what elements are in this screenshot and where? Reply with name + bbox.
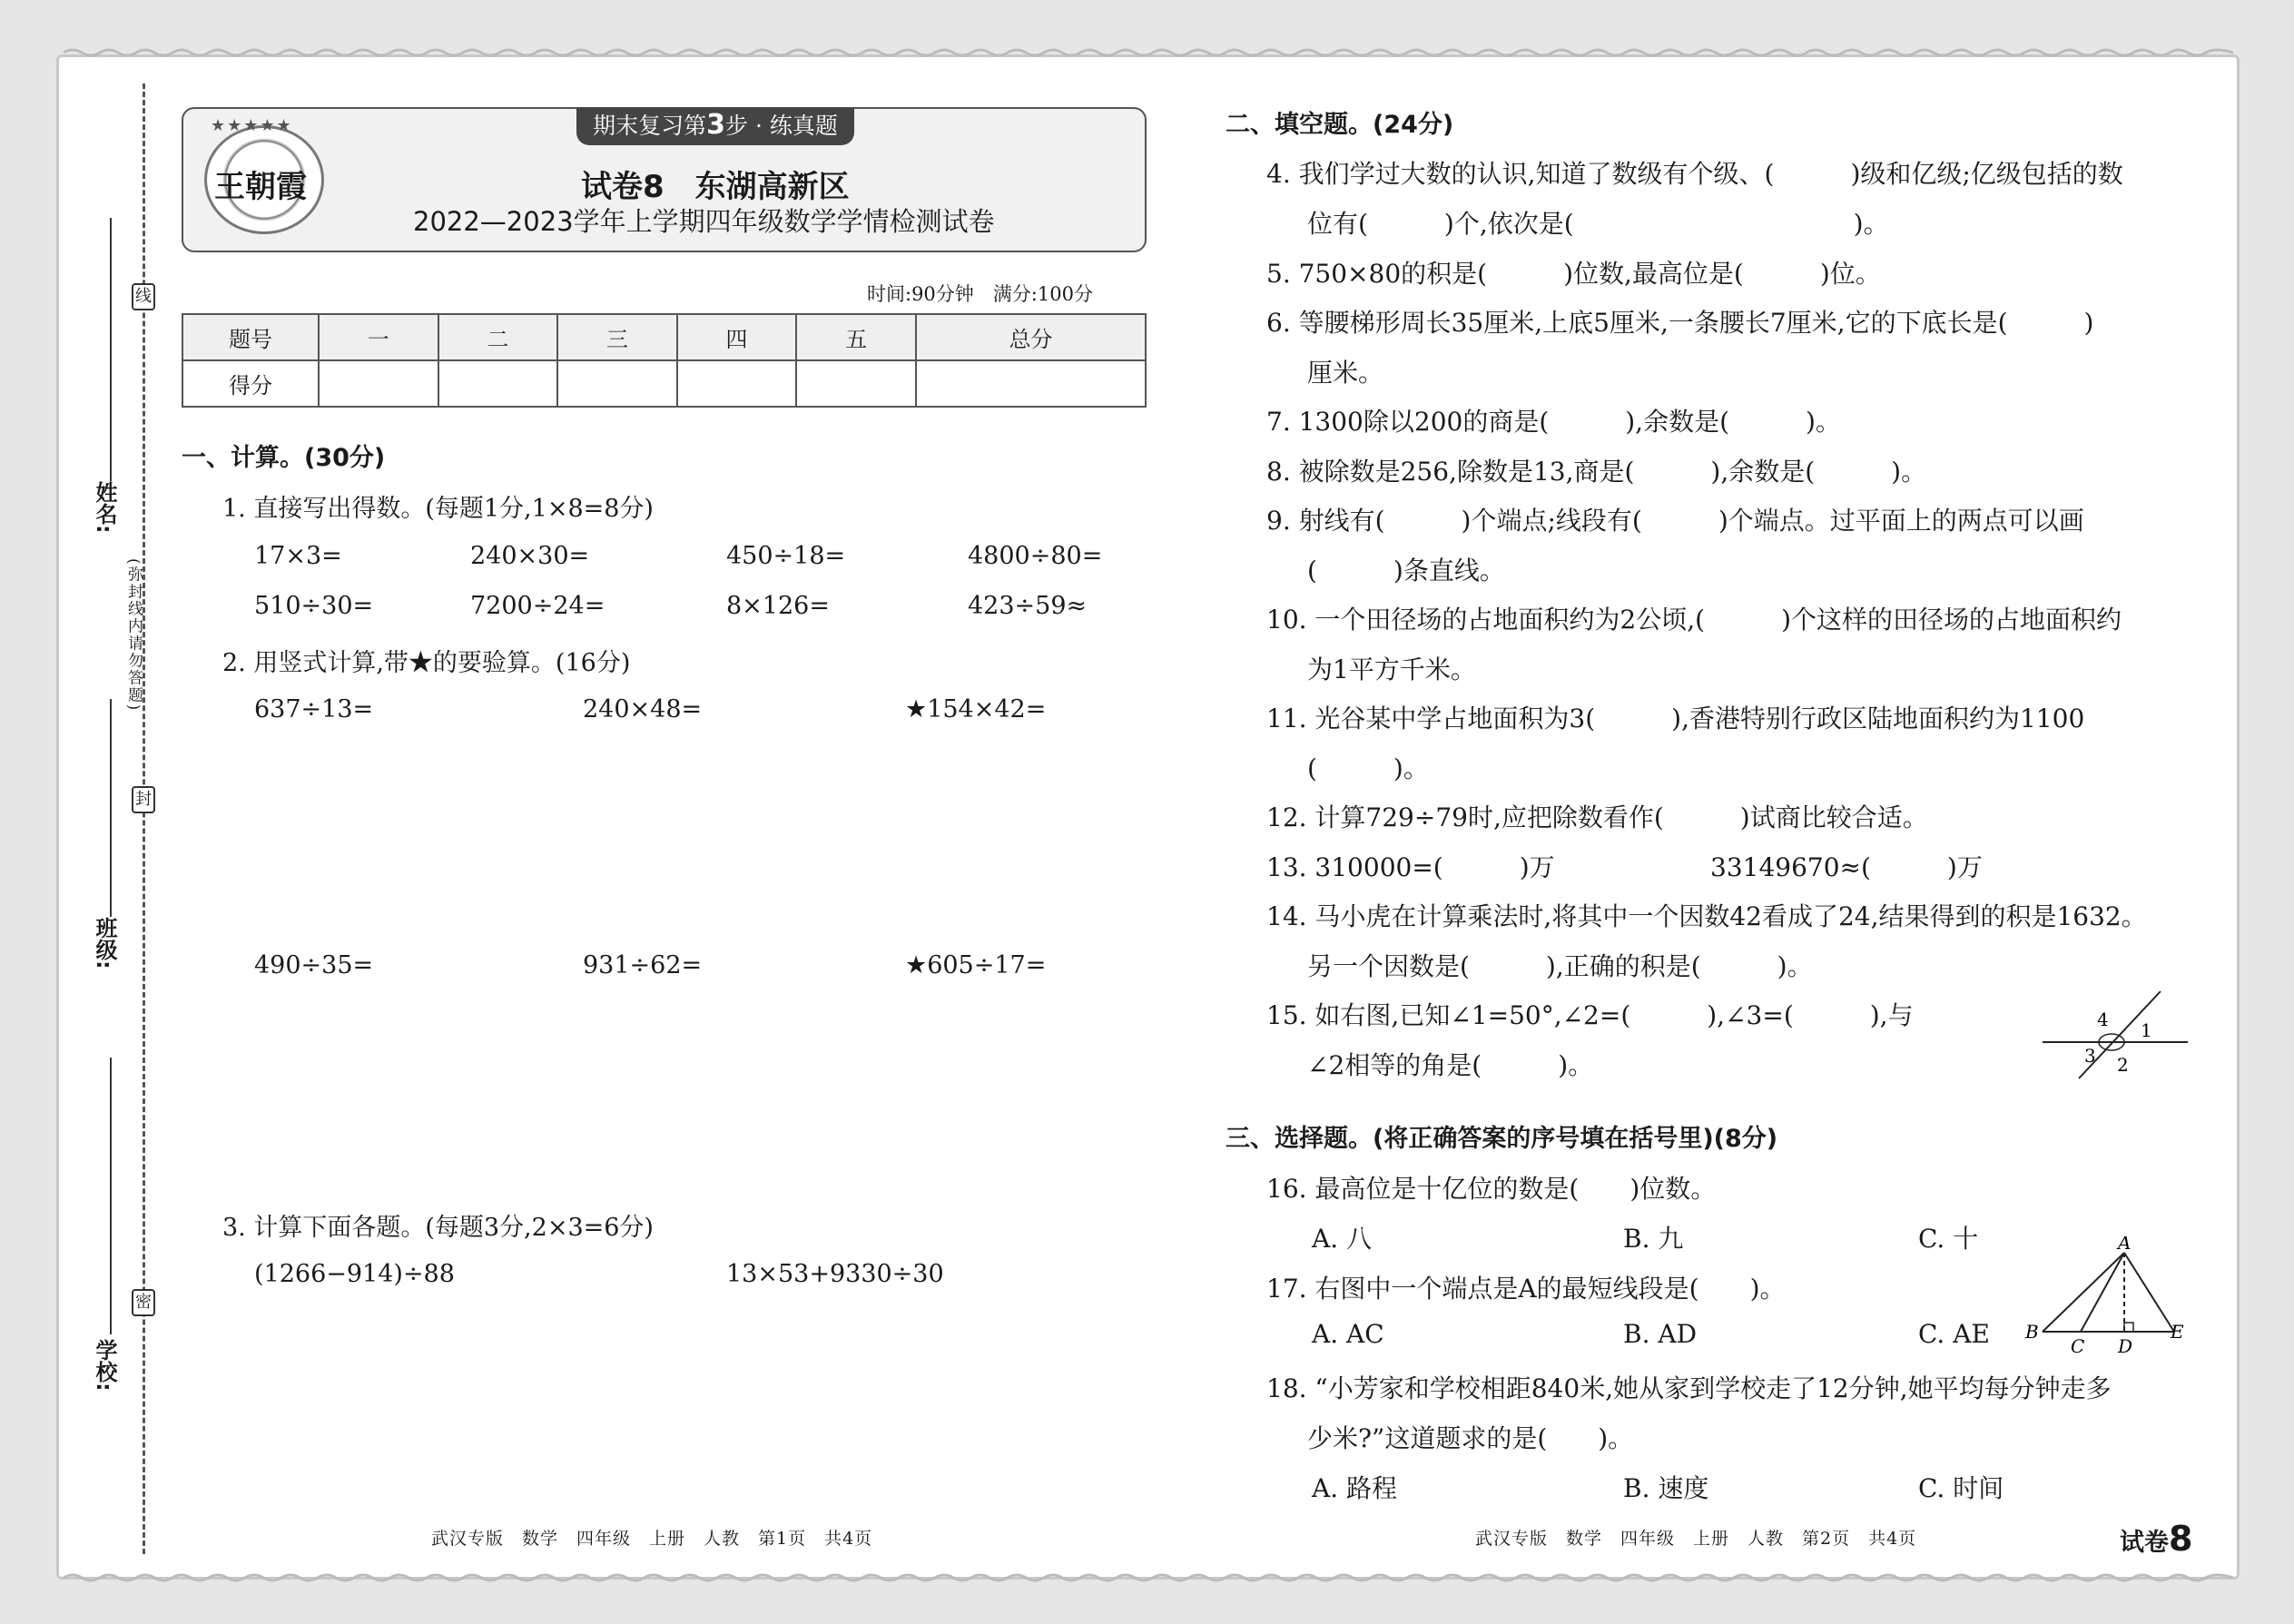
footer-right: 武汉专版 数学 四年级 上册 人教 第2页 共4页: [1475, 1529, 1917, 1549]
q10-line2: 为1平方千米。: [1307, 655, 1476, 684]
angle-label-4: 4: [2097, 1009, 2109, 1030]
paper-badge-text: 试卷: [2120, 1529, 2169, 1557]
q17-stem: 17. 右图中一个端点是A的最短线段是( )。: [1266, 1274, 1786, 1304]
section1-title: 一、计算。(30分): [182, 444, 386, 472]
score-cell[interactable]: [796, 360, 916, 407]
q2-item: 240×48=: [583, 695, 703, 723]
time-info: 时间:90分钟 满分:100分: [867, 283, 1093, 305]
q8: 8. 被除数是256,除数是13,商是( ),余数是( )。: [1266, 457, 1927, 487]
binding-notice: (弥封线内请勿答题): [124, 558, 143, 713]
q14-line2: 另一个因数是( ),正确的积是( )。: [1307, 951, 1813, 981]
wavy-border-top: [64, 47, 2233, 58]
exam-subtitle: 2022—2023学年上学期四年级数学学情检测试卷: [413, 206, 995, 237]
binding-mark-secret: 密: [132, 1289, 155, 1316]
score-header-cell: 二: [438, 314, 558, 360]
class-label: 班级:: [92, 917, 117, 969]
q4-line1: 4. 我们学过大数的认识,知道了数级有个级、( )级和亿级;亿级包括的数: [1266, 159, 2123, 189]
q16-option-b: B. 九: [1623, 1224, 1684, 1254]
q17-option-a: A. AC: [1312, 1319, 1384, 1349]
q10-line1: 10. 一个田径场的占地面积约为2公顷,( )个这样的田径场的占地面积约: [1266, 605, 2122, 635]
q1-item: 450÷18=: [726, 542, 846, 570]
q4-line2: 位有( )个,依次是( )。: [1307, 209, 1889, 239]
q1-item: 240×30=: [470, 542, 590, 570]
score-cell[interactable]: [916, 360, 1146, 407]
q18-stem-line2: 少米?”这道题求的是( )。: [1307, 1423, 1634, 1453]
q2-item: 490÷35=: [254, 951, 374, 979]
footer-left: 武汉专版 数学 四年级 上册 人教 第1页 共4页: [431, 1529, 873, 1549]
q1-item: 8×126=: [726, 592, 830, 620]
q5: 5. 750×80的积是( )位数,最高位是( )位。: [1266, 259, 1881, 289]
q1-item: 423÷59≈: [968, 592, 1088, 620]
point-b-label: B: [2025, 1321, 2039, 1343]
q14-line1: 14. 马小虎在计算乘法时,将其中一个因数42看成了24,结果得到的积是1632。: [1266, 901, 2147, 931]
angle-label-1: 1: [2141, 1019, 2152, 1041]
q2-item: ★154×42=: [905, 695, 1047, 723]
score-cell[interactable]: [557, 360, 677, 407]
point-e-label: E: [2171, 1321, 2184, 1343]
score-header-cell: 总分: [916, 314, 1146, 360]
class-field[interactable]: [110, 699, 112, 917]
q2-label: 2. 用竖式计算,带★的要验算。(16分): [222, 649, 631, 677]
paper-badge-number: 8: [2169, 1519, 2193, 1559]
q11-line1: 11. 光谷某中学占地面积为3( ),香港特别行政区陆地面积约为1100: [1266, 704, 2085, 733]
q9-line1: 9. 射线有( )个端点;线段有( )个端点。过平面上的两点可以画: [1266, 506, 2084, 536]
exam-title: 试卷8 东湖高新区: [581, 169, 850, 205]
q12: 12. 计算729÷79时,应把除数看作( )试商比较合适。: [1266, 802, 1928, 832]
q1-label: 1. 直接写出得数。(每题1分,1×8=8分): [222, 495, 654, 523]
school-label: 学校:: [92, 1339, 117, 1392]
q9-line2: ( )条直线。: [1307, 556, 1505, 586]
score-cell[interactable]: [438, 360, 558, 407]
wavy-border-bottom: [64, 1572, 2233, 1583]
q1-item: 4800÷80=: [968, 542, 1103, 570]
q16-stem: 16. 最高位是十亿位的数是( )位数。: [1266, 1174, 1717, 1204]
point-c-label: C: [2071, 1335, 2085, 1356]
binding-mark-seal: 封: [132, 786, 155, 813]
q18-option-c: C. 时间: [1918, 1473, 2004, 1503]
q6-line1: 6. 等腰梯形周长35厘米,上底5厘米,一条腰长7厘米,它的下底长是( ): [1266, 308, 2094, 338]
q3-item: (1266−914)÷88: [254, 1260, 455, 1288]
q18-stem-line1: 18. “小芳家和学校相距840米,她从家到学校走了12分钟,她平均每分钟走多: [1266, 1373, 2112, 1403]
q13-part2: 33149670≈( )万: [1710, 852, 1983, 882]
q3-item: 13×53+9330÷30: [726, 1260, 944, 1288]
q2-item: ★605÷17=: [905, 951, 1047, 979]
score-cell[interactable]: [677, 360, 797, 407]
q1-item: 510÷30=: [254, 592, 374, 620]
score-header-cell: 题号: [182, 314, 319, 360]
section2-title: 二、填空题。(24分): [1226, 111, 1454, 139]
score-header-cell: 一: [319, 314, 438, 360]
logo-stars: ★★★★★: [211, 116, 293, 135]
q17-option-b: B. AD: [1623, 1319, 1698, 1349]
binding-mark-line: 线: [132, 283, 155, 310]
q16-option-a: A. 八: [1312, 1224, 1373, 1254]
name-label: 姓名:: [92, 481, 117, 534]
score-cell[interactable]: [319, 360, 438, 407]
q18-option-b: B. 速度: [1623, 1473, 1709, 1503]
score-header-cell: 四: [677, 314, 797, 360]
logo-text: 王朝霞: [214, 169, 307, 205]
q2-item: 931÷62=: [583, 951, 703, 979]
school-field[interactable]: [110, 1058, 112, 1334]
q7: 7. 1300除以200的商是( ),余数是( )。: [1266, 407, 1841, 437]
q6-line2: 厘米。: [1307, 358, 1384, 388]
q11-line2: ( )。: [1307, 753, 1429, 783]
q13-part1: 13. 310000=( )万: [1266, 852, 1555, 882]
q3-label: 3. 计算下面各题。(每题3分,2×3=6分): [222, 1214, 654, 1242]
angle-label-2: 2: [2117, 1054, 2129, 1076]
q2-item: 637÷13=: [254, 695, 374, 723]
name-field[interactable]: [110, 218, 112, 481]
tab-suffix: 步 · 练真题: [725, 113, 838, 139]
score-row: [182, 360, 1146, 407]
q16-option-c: C. 十: [1918, 1224, 1979, 1254]
triangle-figure: [2020, 1236, 2188, 1356]
q17-option-c: C. AE: [1918, 1319, 1990, 1349]
right-angle-mark: [2124, 1323, 2133, 1332]
side-ab: [2043, 1253, 2124, 1332]
q15-line1: 15. 如右图,已知∠1=50°,∠2=( ),∠3=( ),与: [1266, 1000, 1914, 1030]
paper-badge: [2120, 1519, 2192, 1559]
tab-prefix: 期末复习第: [593, 113, 707, 139]
tab-step: 3: [706, 109, 726, 141]
section3-title: 三、选择题。(将正确答案的序号填在括号里)(8分): [1226, 1125, 1778, 1153]
segment-ac: [2081, 1253, 2124, 1332]
score-table: [182, 313, 1147, 408]
point-d-label: D: [2118, 1335, 2133, 1356]
q18-option-a: A. 路程: [1312, 1473, 1398, 1503]
q15-line2: ∠2相等的角是( )。: [1307, 1050, 1594, 1080]
point-a-label: A: [2118, 1236, 2132, 1254]
score-header-cell: 三: [557, 314, 677, 360]
angle-label-3: 3: [2084, 1045, 2096, 1067]
q1-item: 7200÷24=: [470, 592, 605, 620]
q1-item: 17×3=: [254, 542, 342, 570]
score-header-cell: 五: [796, 314, 916, 360]
side-ae: [2124, 1253, 2174, 1332]
score-row-label: 得分: [182, 360, 319, 407]
header-tab: [576, 107, 854, 145]
angle-figure: [2043, 989, 2192, 1080]
score-header-row: [182, 314, 1146, 360]
